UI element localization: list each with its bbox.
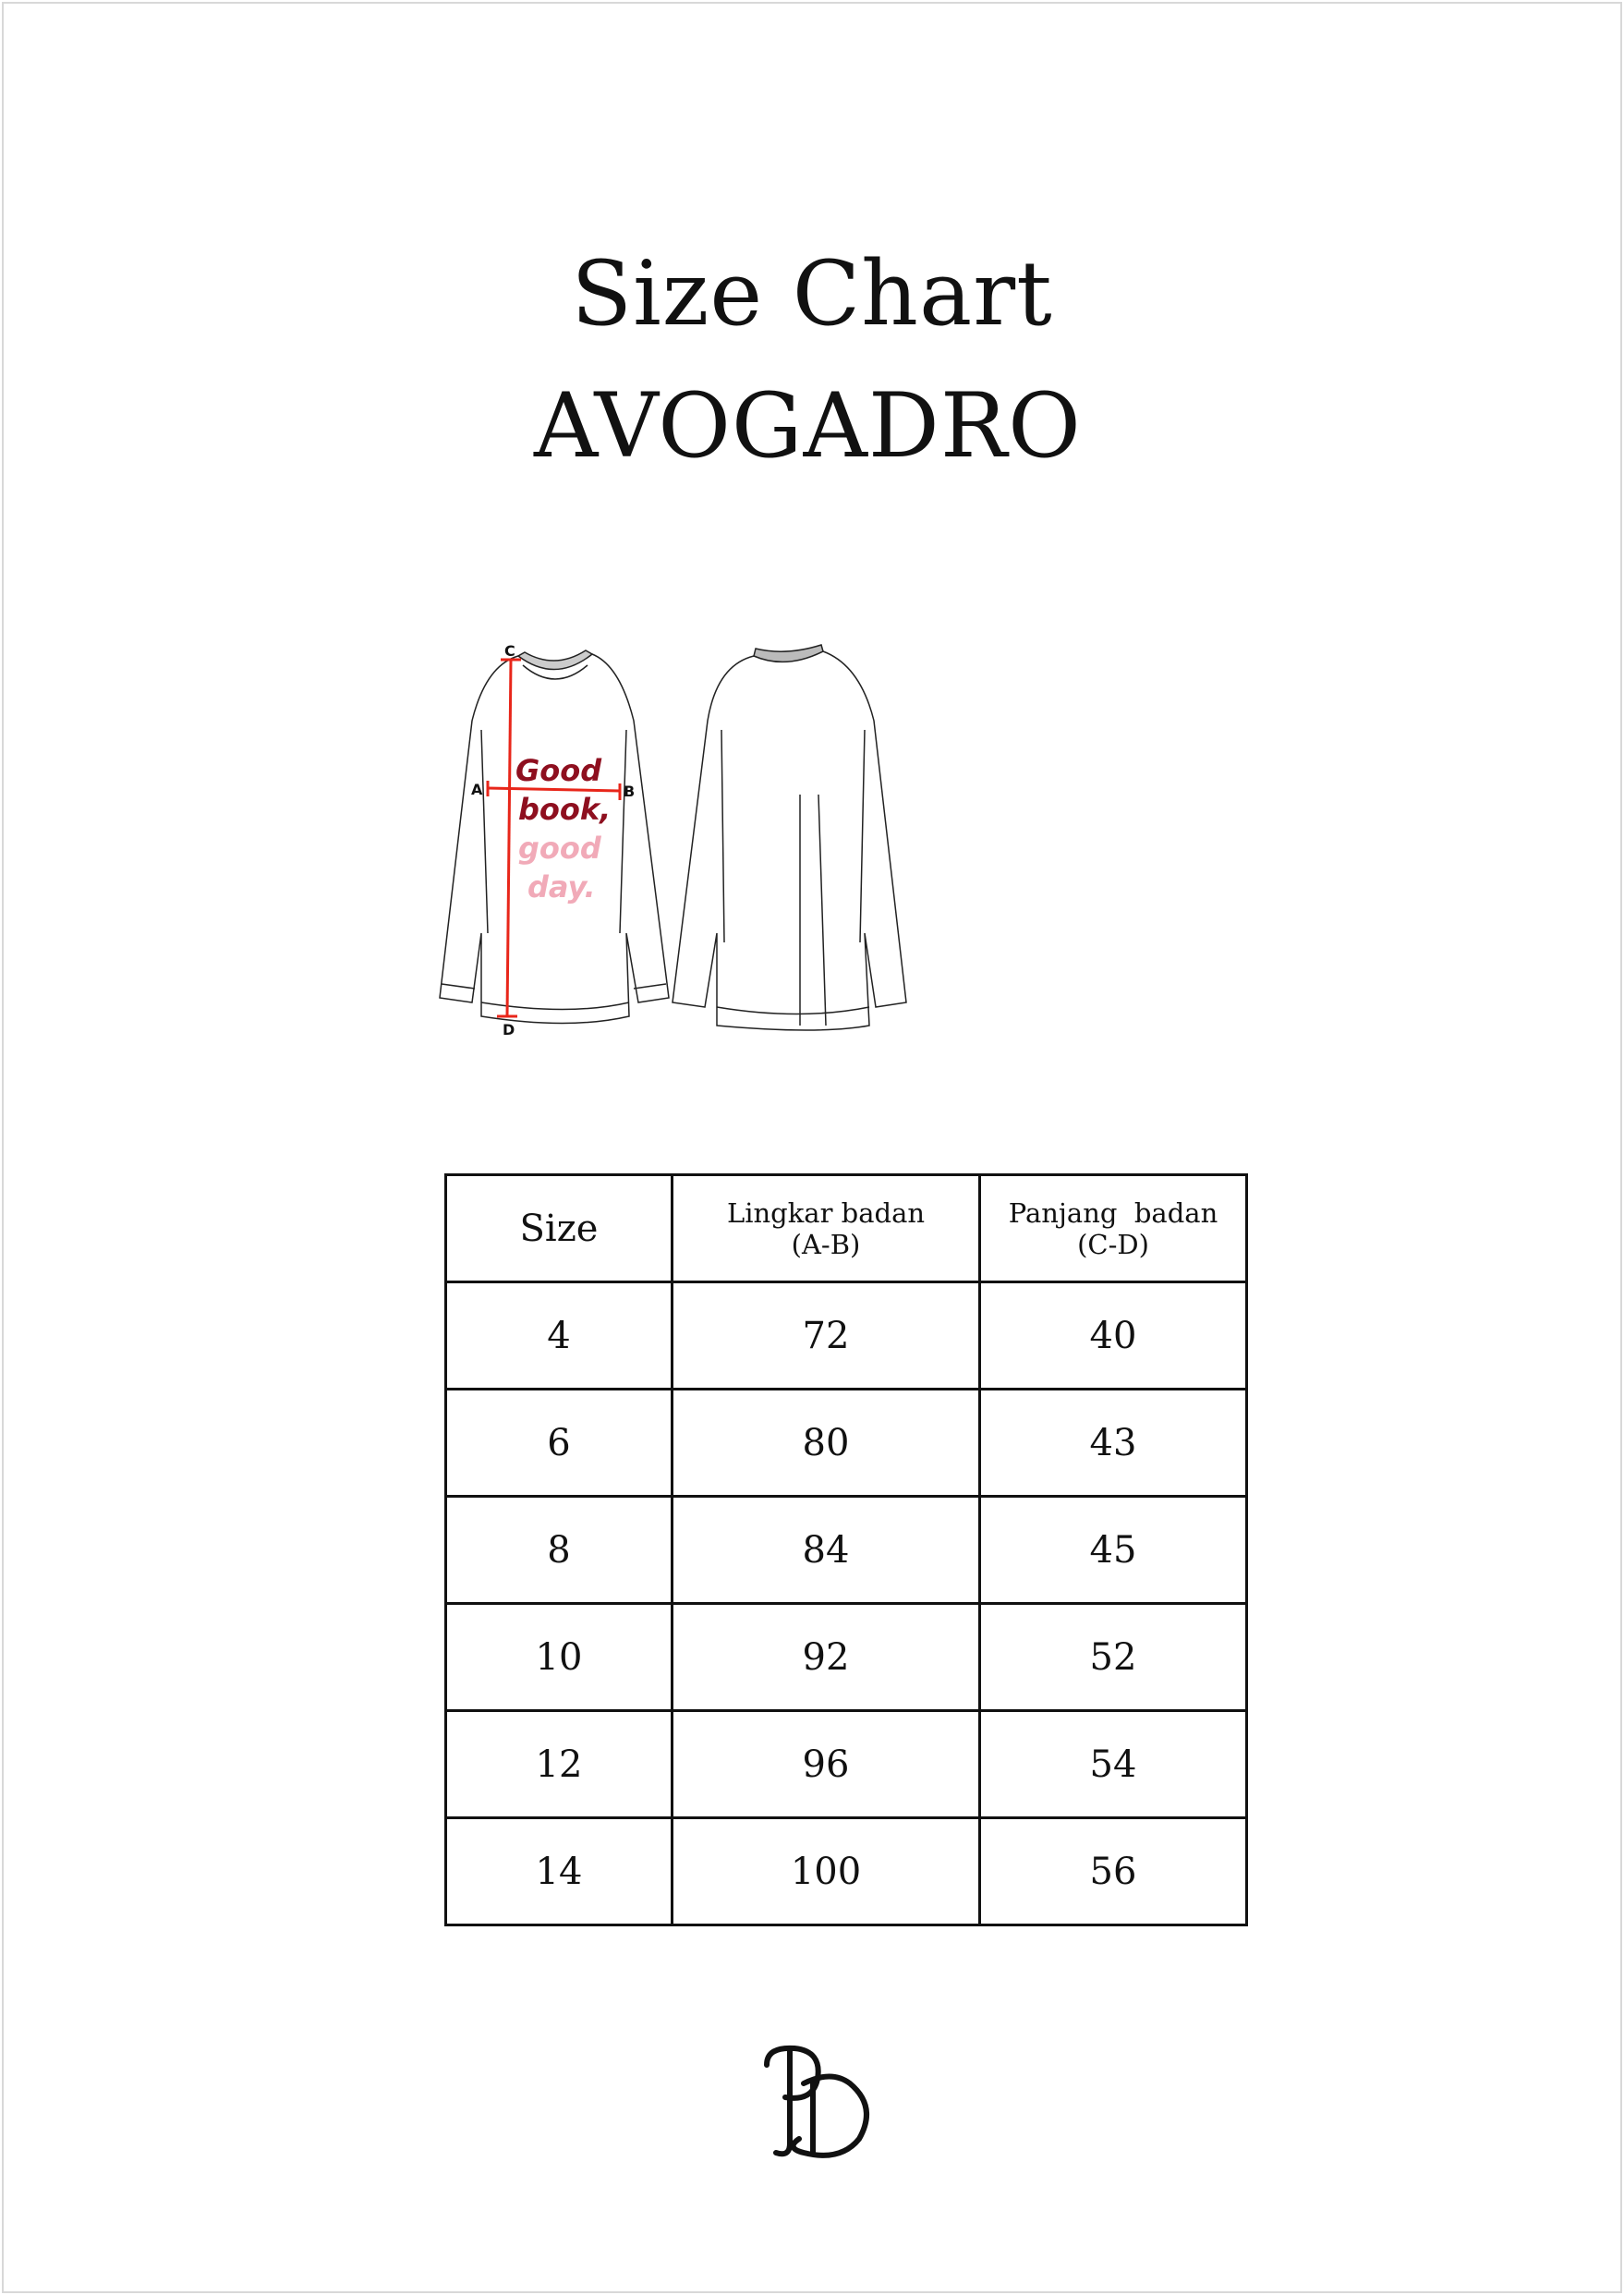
shirt-illustration [430, 628, 1206, 1044]
cell-length: 54 [980, 1711, 1247, 1818]
page-title: Size Chart [571, 242, 1053, 346]
cell-chest: 72 [673, 1282, 980, 1390]
brand-logo [748, 2028, 896, 2176]
table-row [446, 1497, 1247, 1604]
cell-chest: 100 [673, 1818, 980, 1925]
cell-size: 14 [446, 1818, 673, 1925]
print-line-2: book, [518, 792, 612, 827]
table-header-row [446, 1175, 1247, 1282]
cell-length: 40 [980, 1282, 1247, 1390]
cell-size: 10 [446, 1604, 673, 1711]
print-line-3: good [518, 831, 601, 866]
header-length-code: (C-D) [1077, 1228, 1149, 1260]
cell-length: 52 [980, 1604, 1247, 1711]
print-line-4: day. [527, 869, 596, 905]
label-b: B [624, 783, 636, 800]
header-chest-code: (A-B) [791, 1228, 861, 1260]
header-chest [673, 1175, 980, 1282]
cell-size: 12 [446, 1711, 673, 1818]
label-c: C [504, 642, 515, 660]
label-a: A [471, 781, 483, 798]
header-length-label: Panjang badan [1008, 1196, 1218, 1229]
cell-size: 8 [446, 1497, 673, 1604]
cell-size: 4 [446, 1282, 673, 1390]
back-shirt-body [673, 651, 906, 1030]
cell-chest: 80 [673, 1390, 980, 1497]
header-chest-label: Lingkar badan [726, 1196, 926, 1229]
page-border [2, 2, 1622, 2293]
product-name: AVOGADRO [534, 374, 1082, 478]
header-size: Size [446, 1175, 673, 1282]
table-row [446, 1390, 1247, 1497]
cell-chest: 96 [673, 1711, 980, 1818]
label-d: D [503, 1021, 515, 1038]
cell-length: 56 [980, 1818, 1247, 1925]
cell-chest: 84 [673, 1497, 980, 1604]
table-row [446, 1818, 1247, 1925]
cell-length: 43 [980, 1390, 1247, 1497]
header-length [980, 1175, 1247, 1282]
size-table [444, 1173, 1248, 1926]
table-row [446, 1711, 1247, 1818]
cell-size: 6 [446, 1390, 673, 1497]
cell-chest: 92 [673, 1604, 980, 1711]
table-row [446, 1282, 1247, 1390]
table-row [446, 1604, 1247, 1711]
print-line-1: Good [515, 753, 602, 788]
cell-length: 45 [980, 1497, 1247, 1604]
